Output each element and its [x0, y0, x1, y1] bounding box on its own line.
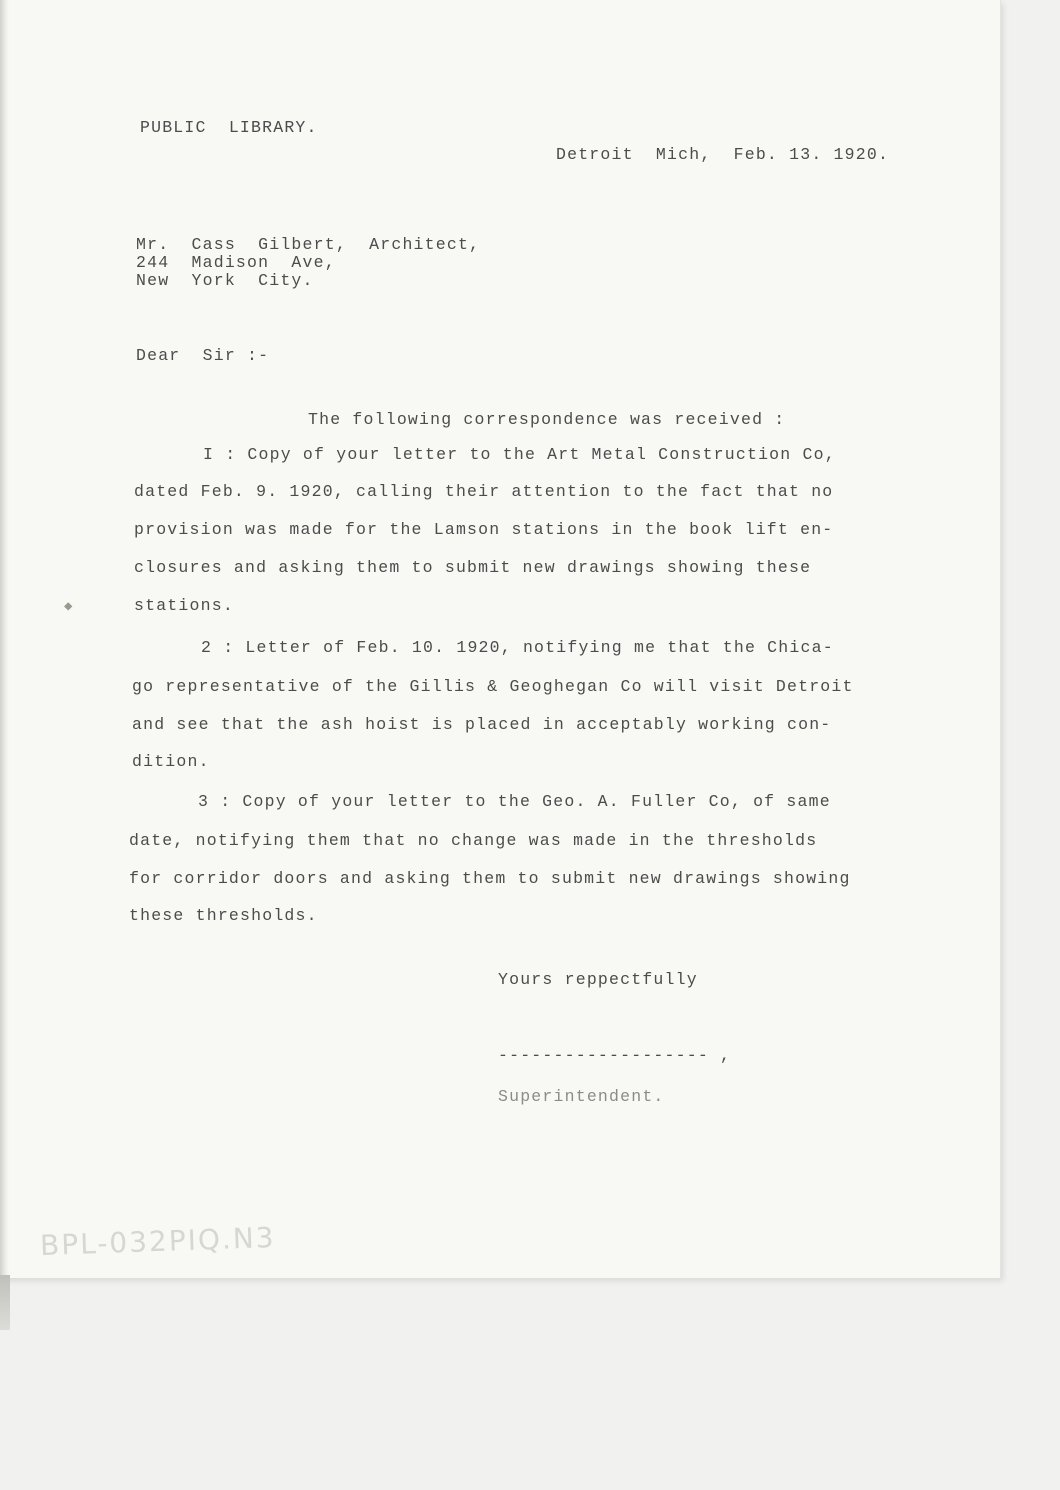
dateline: Detroit Mich, Feb. 13. 1920.: [556, 145, 890, 164]
item-3-line-1: 3 : Copy of your letter to the Geo. A. Fuller Co, of same: [198, 792, 831, 811]
paper-left-edge: [0, 0, 9, 1330]
item-1-line-5: stations.: [134, 596, 234, 615]
address-line-1: Mr. Cass Gilbert, Architect,: [136, 235, 481, 254]
item-2-line-1: 2 : Letter of Feb. 10. 1920, notifying me that the Chica-: [201, 638, 834, 657]
item-3-line-3: for corridor doors and asking them to submit new drawings showing: [129, 869, 851, 888]
item-2-line-4: dition.: [132, 752, 210, 771]
archive-stamp: BPL-032PIQ.N3: [39, 1220, 277, 1263]
address-line-2: 244 Madison Ave,: [136, 253, 336, 272]
item-2-line-3: and see that the ash hoist is placed in acceptably working con-: [132, 715, 832, 734]
signature-line: ------------------- ,: [498, 1046, 732, 1065]
signer-title: Superintendent.: [498, 1087, 665, 1106]
item-1-line-3: provision was made for the Lamson stations in the book lift en-: [134, 520, 834, 539]
item-3-line-4: these thresholds.: [129, 906, 318, 925]
intro-sentence: The following correspondence was received :: [308, 410, 786, 429]
item-1-line-1: I : Copy of your letter to the Art Metal Construction Co,: [203, 445, 836, 464]
address-line-3: New York City.: [136, 271, 314, 290]
letterhead: PUBLIC LIBRARY.: [140, 118, 318, 137]
closing: Yours reppectfully: [498, 970, 698, 989]
paper-bottom-edge-shadow: [0, 1275, 10, 1330]
salutation: Dear Sir :-: [136, 346, 270, 365]
item-3-line-2: date, notifying them that no change was made in the thresholds: [129, 831, 818, 850]
item-1-line-2: dated Feb. 9. 1920, calling their attention to the fact that no: [134, 482, 834, 501]
margin-mark: ◆: [64, 599, 73, 615]
item-2-line-2: go representative of the Gillis & Geoghegan Co will visit Detroit: [132, 677, 854, 696]
item-1-line-4: closures and asking them to submit new drawings showing these: [134, 558, 812, 577]
